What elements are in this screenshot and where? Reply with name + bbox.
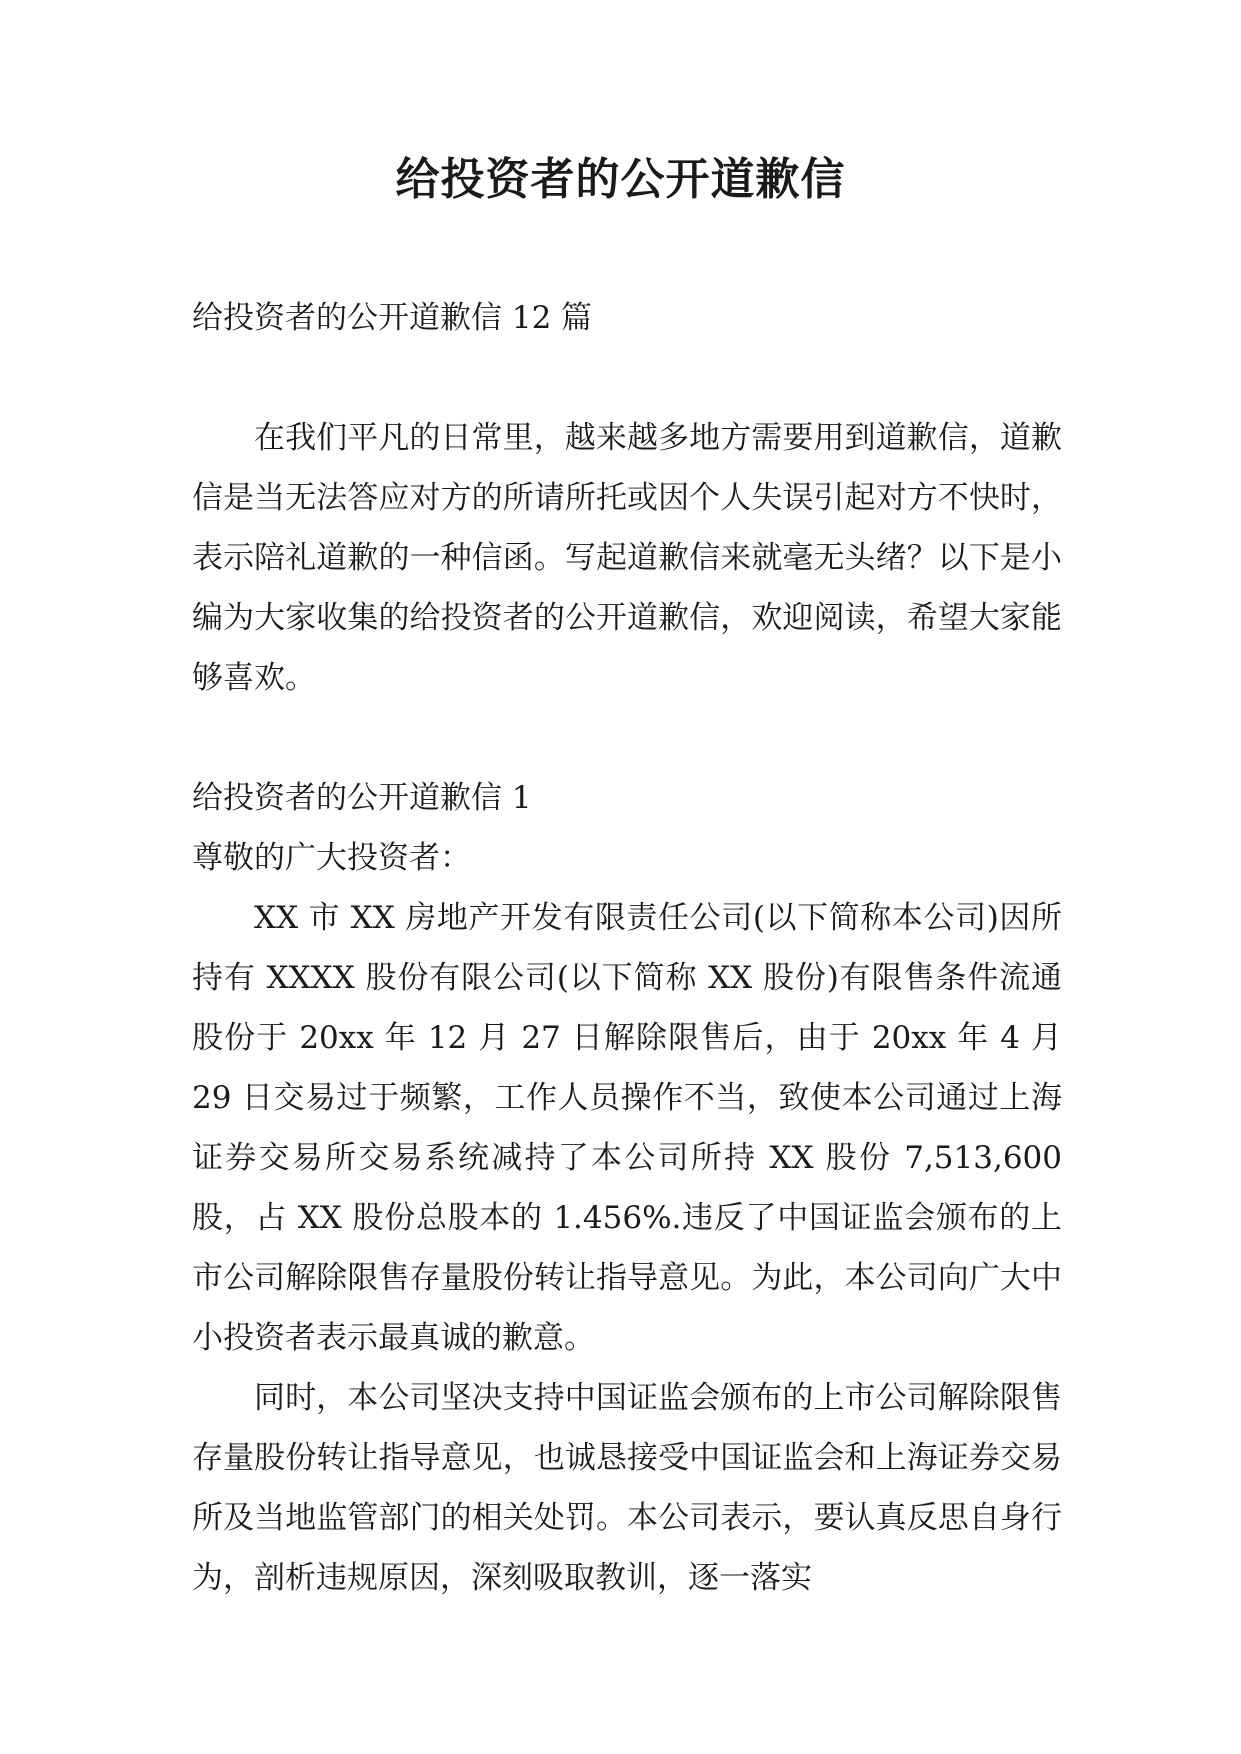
document-body bbox=[192, 288, 1062, 1608]
document-title: 给投资者的公开道歉信 bbox=[395, 154, 846, 205]
body-paragraph-1: XX 市 XX 房地产开发有限责任公司(以下简称本公司)因所持有 XXXX 股份有限公司(以下简称 XX 股份)有限售条件流通股份于 20xx 年 12 月 27 日解除限售后，由于 20xx 年 4 月 29 日交易过于频繁，工作人员操作不当，致使本公司通过上海证券交易所交易系统减持了本公司所持 XX 股份 7,513,600 股，占 XX 股份总股本的 1.456%.违反了中国证监会颁布的上市公司解除限售存量股份转让指导意见。为此，本公司向广大中小投资者表示最真诚的歉意。 bbox=[192, 900, 1062, 1356]
spacer bbox=[192, 708, 1062, 768]
intro-paragraph: 在我们平凡的日常里，越来越多地方需要用到道歉信，道歉信是当无法答应对方的所请所托或因个人失误引起对方不快时，表示陪礼道歉的一种信函。写起道歉信来就毫无头绪？以下是小编为大家收集的给投资者的公开道歉信，欢迎阅读，希望大家能够喜欢。 bbox=[192, 420, 1062, 696]
spacer bbox=[192, 348, 1062, 408]
body-paragraph-2: 同时，本公司坚决支持中国证监会颁布的上市公司解除限售存量股份转让指导意见，也诚恳接受中国证监会和上海证券交易所及当地监管部门的相关处罚。本公司表示，要认真反思自身行为，剖析违规原因，深刻吸取教训，逐一落实 bbox=[192, 1380, 1062, 1596]
salutation: 尊敬的广大投资者： bbox=[192, 840, 471, 876]
letter-heading: 给投资者的公开道歉信 1 bbox=[192, 780, 532, 816]
document-subtitle: 给投资者的公开道歉信 12 篇 bbox=[192, 300, 593, 336]
